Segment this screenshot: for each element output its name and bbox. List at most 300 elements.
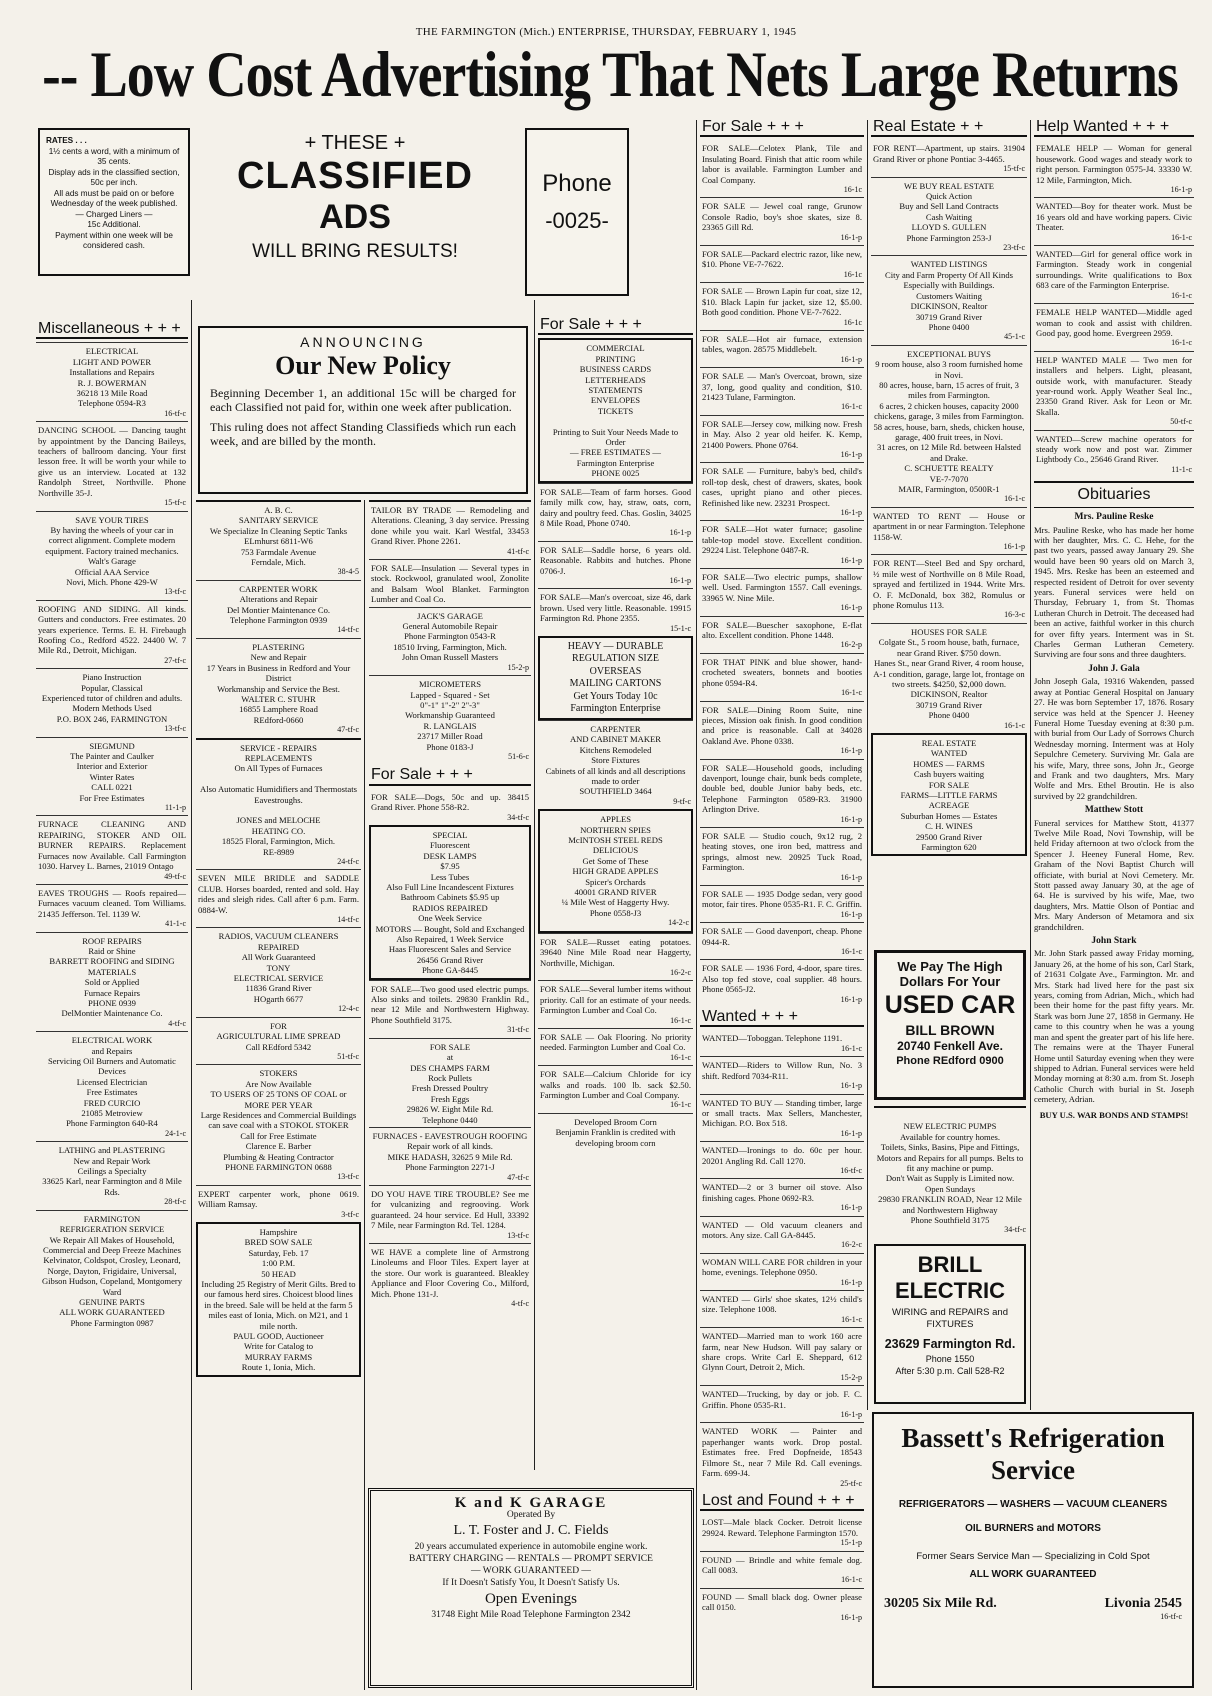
ad-tag: 13-tf-c bbox=[164, 724, 186, 734]
classified-ad bbox=[700, 140, 864, 197]
classified-ad bbox=[196, 638, 361, 738]
ad-tag: 47-tf-c bbox=[507, 1172, 529, 1182]
classified-ad bbox=[538, 933, 693, 981]
ad-text: WANTED—Girl for general office work in Farmington. Steady work in congenial surroundings. Write qualifications to Box 683 care of the Farmington Enterprise. bbox=[1036, 249, 1192, 291]
ad-tag: 16-1-c bbox=[1171, 232, 1192, 242]
classified-ad bbox=[36, 1031, 188, 1141]
ad-tag: 15-2-p bbox=[840, 1372, 862, 1382]
rates-line: All ads must be paid on or before Wednesday of the week published. bbox=[50, 188, 178, 208]
column-4 bbox=[538, 318, 693, 1478]
classified-ad bbox=[369, 559, 531, 607]
ad-tag: 16-1-p bbox=[840, 814, 862, 824]
classified-ad bbox=[700, 415, 864, 463]
phone-label: Phone bbox=[542, 170, 612, 197]
ad-text: FOR SALE at DES CHAMPS FARM Rock Pullets Fresh Dressed Poultry Fresh Eggs 29826 W. Eight Mile Rd. Telephone 0440 bbox=[406, 1041, 494, 1125]
classified-ad bbox=[1034, 140, 1194, 197]
used-car-address: 20740 Fenkell Ave. bbox=[897, 1039, 1003, 1053]
classified-ad bbox=[700, 827, 864, 885]
brill-phone: Phone 1550 bbox=[925, 1354, 975, 1364]
ad-text: PLASTERING New and Repair 17 Years in Business in Redford and Your District Workmanship and Service the Best. WALTER C. STUHR 16855 Lamphere Road REdford-0660 bbox=[206, 641, 351, 725]
classified-ad bbox=[700, 1551, 864, 1588]
misc-header: Miscellaneous + + + bbox=[36, 322, 188, 339]
ad-tag: 16-1-c bbox=[1004, 720, 1025, 730]
classified-ad bbox=[700, 1422, 864, 1490]
ad-tag: 16-1-p bbox=[840, 354, 862, 364]
ad-text: JACK'S GARAGE General Automobile Repair Phone Farmington 0543-R 18510 Irving, Farmington, Mich. John Oman Russell Masters bbox=[393, 610, 507, 663]
ad-tag: 16-1c bbox=[843, 269, 862, 279]
brill-after: After 5:30 p.m. Call 528-R2 bbox=[895, 1366, 1005, 1376]
ad-tag: 15-1-c bbox=[670, 623, 691, 633]
classified-ad bbox=[538, 1113, 693, 1150]
classified-ad bbox=[1034, 351, 1194, 430]
ad-tag: 51-6-c bbox=[508, 751, 529, 761]
classified-ad bbox=[36, 932, 188, 1032]
ad-text: FOR SALE—Two electric pumps, shallow well. Used. Farmington 1557. Call evenings. 33965 W. Nine Mile. bbox=[702, 572, 862, 603]
ad-text: FOR SALE — Jewel coal range, Grunow Console Radio, boy's shoe skates, size 8. 23365 Gill Rd. bbox=[702, 201, 862, 233]
ad-text: FOR SALE — Man's Overcoat, brown, size 37, long, good quality and condition, $10. 21423 Tulane, Farmington. bbox=[702, 371, 862, 402]
ad-text: COMMERCIAL PRINTING BUSINESS CARDS LETTERHEADS STATEMENTS ENVELOPES TICKETS Printing to Suit Your Needs Made to Order — FREE ESTIMATES — Farmington Enterprise PHONE 0025 bbox=[552, 343, 679, 479]
classified-ad bbox=[36, 421, 188, 510]
wanted-header: Wanted + + + bbox=[700, 1010, 864, 1027]
ad-tag: 27-tf-c bbox=[164, 655, 186, 665]
bassett-line: OIL BURNERS and MOTORS bbox=[965, 1523, 1101, 1534]
used-car-big: USED CAR bbox=[884, 991, 1016, 1019]
ad-tag: 16-tf-c bbox=[164, 408, 186, 418]
brill-address: 23629 Farmington Rd. bbox=[884, 1337, 1016, 1351]
ad-text: CARPENTER AND CABINET MAKER Kitchens Remodeled Store Fixtures Cabinets of all kinds and all descriptions made to order SOUTHFIELD 3464 bbox=[545, 723, 686, 797]
classified-ad bbox=[700, 701, 864, 759]
war-bonds-notice: BUY U.S. WAR BONDS AND STAMPS! bbox=[1039, 1109, 1189, 1120]
used-car-top: We Pay The High Dollars For Your bbox=[897, 959, 1003, 989]
ad-text: FOR RENT—Apartment, up stairs. 31904 Grand River or phone Pontiac 3-4465. bbox=[873, 143, 1025, 164]
classified-ad bbox=[700, 1030, 864, 1056]
ad-text: FOR SALE—Buescher saxophone, E-flat alto. Excellent condition. Phone 1448. bbox=[702, 619, 862, 641]
classified-ad bbox=[196, 927, 361, 1016]
garage-address: 31748 Eight Mile Road Telephone Farmington 2342 bbox=[431, 1610, 631, 1620]
classified-ad bbox=[538, 720, 693, 809]
phone-box bbox=[525, 128, 629, 296]
classified-ad bbox=[538, 483, 693, 541]
classified-ads: ADS bbox=[319, 198, 391, 236]
classified-ad bbox=[871, 507, 1027, 555]
ad-text: FOR SALE—Jersey cow, milking now. Fresh in May. Also 2 year old heifer. K. Kemp, 21400 Powers. Phone 0764. bbox=[702, 418, 862, 450]
classified-ad bbox=[538, 809, 693, 932]
ad-tag: 16-1-c bbox=[670, 1052, 691, 1062]
bassett-line: ALL WORK GUARANTEED bbox=[969, 1569, 1097, 1580]
ad-tag: 16-1-c bbox=[1171, 290, 1192, 300]
obituary-heading: John J. Gala bbox=[1088, 663, 1140, 674]
policy-text: This ruling does not affect Standing Classifieds which run each week, and are billed by the month. bbox=[210, 420, 516, 448]
ad-text: WANTED—Ironings to do. 60c per hour. 20201 Angling Rd. Call 1270. bbox=[702, 1145, 862, 1166]
page-banner: -- Low Cost Advertising That Nets Large Returns bbox=[42, 39, 1178, 112]
ad-tag: 16-1-p bbox=[840, 1612, 862, 1622]
ad-tag: 16-1-p bbox=[840, 603, 862, 613]
ad-text: SIEGMUND The Painter and Caulker Interior and Exterior Winter Rates CALL 0221 For Free Estimates bbox=[70, 740, 154, 803]
ad-tag: 4-tf-c bbox=[168, 1018, 186, 1028]
classified-ad bbox=[700, 1588, 864, 1625]
classified-ad bbox=[36, 511, 188, 600]
ad-tag: 41-1-c bbox=[165, 919, 186, 929]
ad-text: ROOFING AND SIDING. All kinds. Gutters and conductors. Free estimates. 20 years experience. Terms. E. H. Firebaugh Roofing Co., Redford 4522. 24400 W. 7 Mile Rd., Detroit, Michigan. bbox=[38, 603, 186, 656]
ad-text: LOST—Male black Cocker. Detroit license 29924. Reward. Telephone Farmington 1570. bbox=[702, 1517, 862, 1538]
obituary-heading: Mrs. Pauline Reske bbox=[1074, 512, 1154, 523]
classified-ad bbox=[196, 500, 361, 580]
ad-text: SPECIAL Fluorescent DESK LAMPS $7.95 Less Tubes Also Full Line Incandescent Fixtures Bathroom Cabinets $5.95 up RADIOS REPAIRED One Week Service MOTORS — Bought, Sold and Exchanged Also Repaired, 1 Week Service Haas Fluorescent Sales and Service 26456 Grand River Phone GA-8445 bbox=[375, 829, 525, 976]
classified-ad bbox=[369, 825, 531, 980]
ad-text: Developed Broom Corn Benjamin Franklin is credited with developing broom corn bbox=[555, 1116, 676, 1148]
ad-tag: 16-2-c bbox=[670, 967, 691, 977]
ad-text: FOR SALE—Man's overcoat, size 46, dark brown. Used very little. Reasonable. 19915 Farmington Rd. Phone 2355. bbox=[540, 592, 691, 624]
column-rule bbox=[364, 500, 365, 1690]
classified-ad bbox=[871, 177, 1027, 256]
rates-line: Payment within one week will be considered cash. bbox=[55, 230, 173, 250]
classified-ad bbox=[538, 588, 693, 636]
ad-text: WANTED—Married man to work 160 acre farm, near New Hudson. Will pay salary or share crops. Write Carl E. Sheppard, 612 Glynn Court, Detroit 2, Mich. bbox=[702, 1331, 862, 1373]
garage-names: L. T. Foster and J. C. Fields bbox=[453, 1523, 609, 1538]
ad-tag: 16-1-c bbox=[841, 1314, 862, 1324]
ad-tag: 47-tf-c bbox=[337, 725, 359, 735]
classified-ad bbox=[369, 1243, 531, 1311]
lost-found-header: Lost and Found + + + bbox=[700, 1494, 864, 1511]
misc-column bbox=[36, 322, 188, 1690]
classified-ad bbox=[700, 1178, 864, 1215]
classified-ad bbox=[196, 580, 361, 638]
classified-ad bbox=[871, 733, 1027, 856]
obituary-text: John Joseph Gala, 19316 Wakenden, passed away at Pontiac General Hospital on January 27. He was born September 17, 1876. Rosary service was held at the Spencer J. Heeney Funeral Home Tuesday evening at 8:30 p.m. with burial from Our Lady of Sorrows Church Wednesday morning. Interment was at Holy Sepulchre Cemetery. Surviving Mr. Gala are his wife, Mary, three sons, John Jr., George and Frank and two daughters, Mrs. Mary Wolfe and Mrs. Ethel Broutin. He is also survived by 22 grandchildren. bbox=[1034, 676, 1194, 801]
ad-tag: 34-tf-c bbox=[507, 812, 529, 822]
ad-tag: 34-tf-c bbox=[1004, 1225, 1026, 1235]
ad-tag: 25-tf-c bbox=[840, 1478, 862, 1488]
forsale-header: For Sale + + + bbox=[700, 120, 864, 137]
classified-ad bbox=[700, 282, 864, 330]
ad-tag: 16-1-p bbox=[840, 1081, 862, 1091]
ad-tag: 16-1-c bbox=[841, 947, 862, 957]
ad-text: FOUND — Brindle and white female dog. Call 0083. bbox=[702, 1554, 862, 1575]
ad-text: FOR SALE—Team of farm horses. Good family milk cow, hay, straw, oats, corn, dairy and poultry feed. Chas. Goslin, 34025 8 Mile Road, Phone 0740. bbox=[540, 486, 691, 528]
ad-tag: 16-1-c bbox=[670, 1100, 691, 1110]
ad-tag: 3-tf-c bbox=[341, 1209, 359, 1219]
classified-title: CLASSIFIED bbox=[237, 155, 473, 197]
ad-tag: 23-tf-c bbox=[1003, 243, 1025, 253]
ad-text: REAL ESTATE WANTED HOMES — FARMS Cash buyers waiting FOR SALE FARMS—LITTLE FARMS ACREAGE Suburban Homes — Estates C. H. WINES 29500 Grand River Farmington 620 bbox=[900, 737, 998, 852]
ad-tag: 9-tf-c bbox=[673, 796, 691, 806]
garage-experience: 20 years accumulated experience in automobile engine work. bbox=[414, 1542, 648, 1552]
bassett-refrigeration-ad bbox=[872, 1412, 1194, 1688]
ad-text: STOKERS Are Now Available TO USERS OF 25 TONS OF COAL or MORE PER YEAR Large Residences and Commercial Buildings can save coal with a STOKOL STOKER Call for Free Estimate Clarence E. Barber Plumbing & Heating Contractor PHONE FARMINGTON 0688 bbox=[200, 1068, 357, 1172]
classified-ad bbox=[196, 1185, 361, 1222]
ad-text: WANTED—Toboggan. Telephone 1191. bbox=[702, 1033, 843, 1044]
obituary-heading: John Stark bbox=[1091, 936, 1137, 947]
ad-text: APPLES NORTHERN SPIES McINTOSH STEEL REDS DELICIOUS Get Some of These HIGH GRADE APPLES Spicer's Orchards 40001 GRAND RIVER ¼ Mile West of Haggerty Hwy. Phone 0558-J3 bbox=[561, 814, 670, 918]
ad-text: LATHING and PLASTERING New and Repair Work Ceilings a Specialty 33625 Karl, near Farmington and 8 Mile Rds. bbox=[42, 1145, 182, 1197]
ad-text: CARPENTER WORK Alterations and Repair Del Montier Maintenance Co. Telephone Farmington 0939 bbox=[226, 583, 331, 626]
classified-ad bbox=[700, 568, 864, 616]
ad-tag: 15-tf-c bbox=[1003, 164, 1025, 174]
used-car-ad bbox=[874, 950, 1026, 1100]
policy-box bbox=[198, 326, 528, 494]
ad-text: EXPERT carpenter work, phone 0619. William Ramsay. bbox=[198, 1188, 359, 1210]
classified-ads-box bbox=[198, 128, 512, 298]
ad-text: FOR SALE — 1935 Dodge sedan, very good motor, fair tires. Phone 0535-R1. F. C. Griffin. bbox=[702, 889, 862, 910]
help-wanted-header: Help Wanted + + + bbox=[1034, 120, 1194, 137]
classified-ad bbox=[36, 884, 188, 932]
obituary-heading: Matthew Stott bbox=[1084, 805, 1144, 816]
ad-tag: 41-tf-c bbox=[507, 546, 529, 556]
ad-tag: 16-1-c bbox=[670, 1015, 691, 1025]
ad-tag: 16-1-p bbox=[669, 575, 691, 585]
garage-open: Open Evenings bbox=[484, 1591, 578, 1607]
bassett-line: Former Sears Service Man — Specializing in Cold Spot bbox=[916, 1551, 1150, 1562]
ad-text: ELECTRICAL WORK and Repairs Servicing Oil Burners and Automatic Devices Licensed Electrician Free Estimates FRED CURCIO 21085 Metroview Phone Farmington 640-R4 bbox=[48, 1035, 176, 1129]
ad-text: WANTED—Trucking, by day or job. F. C. Griffin. Phone 0535-R1. bbox=[702, 1389, 862, 1410]
ad-tag: 28-tf-c bbox=[164, 1197, 186, 1207]
classified-ad bbox=[1034, 303, 1194, 351]
ad-tag: 4-tf-c bbox=[511, 1299, 529, 1309]
ad-text: WOMAN WILL CARE FOR children in your home, evenings. Telephone 0950. bbox=[702, 1256, 862, 1278]
column-rule bbox=[1030, 120, 1031, 1410]
classified-these: + THESE + bbox=[304, 132, 406, 154]
ad-tag: 16-1-p bbox=[840, 746, 862, 756]
ad-tag: 16-1-c bbox=[841, 688, 862, 698]
electric-pumps-ad bbox=[874, 1106, 1026, 1236]
classified-ad bbox=[871, 554, 1027, 622]
ad-tag: 11-1-p bbox=[164, 803, 186, 813]
brill-electric-ad bbox=[874, 1244, 1026, 1404]
policy-text: Beginning December 1, an additional 15c will be charged for each Classified not paid for, within one week after publication. bbox=[210, 386, 516, 414]
column-5 bbox=[700, 120, 864, 1690]
classified-ad bbox=[538, 338, 693, 482]
forsale-header: For Sale + + + bbox=[369, 768, 531, 785]
classified-ad bbox=[36, 1210, 188, 1330]
obituary-text: Mr. John Stark passed away Friday morning, January 26, at the home of his son, Carl Stark, of 21631 Colgate Ave., Farmington. Mr. and Mrs. Stark had lived here for the past six years, coming from Adrian, Mich., which had been their home for the past fifty years. Mr. Stark was born June 27, 1858 in Germany. He came to this country when he was a young man and spent the greater part of his life here. The remains were at the Thayer Funeral Home until Saturday evening when they were shipped to Adrian. Funeral services were held Monday morning at 8:30 a.m. from St. Joseph Catholic Church with burial in St. Joseph cemetery, Adrian. bbox=[1034, 948, 1194, 1105]
ad-tag: 16-1-c bbox=[1004, 494, 1025, 504]
ad-tag: 14-2-c bbox=[668, 918, 689, 928]
ad-tag: 45-1-c bbox=[1004, 332, 1025, 342]
ad-text: FOR SALE—Two good used electric pumps. Also sinks and toilets. 29830 Franklin Rd., near 12 Mile and Northwestern Highway. Phone Southfield 3175. bbox=[371, 983, 529, 1025]
ad-text: WANTED — Girls' shoe skates, 12½ child's size. Telephone 1008. bbox=[702, 1294, 862, 1315]
classified-ad bbox=[871, 345, 1027, 507]
classified-ad bbox=[538, 980, 693, 1028]
classified-ad bbox=[1034, 430, 1194, 478]
classified-ad bbox=[700, 759, 864, 827]
ad-tag: 16-1-p bbox=[840, 1128, 862, 1138]
ad-tag: 16-1-c bbox=[841, 1575, 862, 1585]
classified-ad bbox=[700, 1290, 864, 1327]
obituary-text: Funeral services for Matthew Stott, 41377 Twelve Mile Road, Novi Township, will be held Friday afternoon at two o'clock from the Spencer J. Heeney Funeral Home, Rev. Graham of the Novi Baptist Church will officiate, with burial at Novi Cemetery. Mr. Stott passed away January 30, at the age of 64. He is survived by his wife, Mae, two daughters, Mrs. Mattie Olson of Pontiac and Mrs. Mary Anderson of Metamora and six grandchildren. bbox=[1034, 817, 1194, 932]
ad-tag: 50-tf-c bbox=[1170, 417, 1192, 427]
ad-text: FOR SALE—Hot water furnace; gasoline table-top model stove. Excellent condition. 29224 List. Telephone 0487-R. bbox=[702, 524, 862, 556]
ad-text: FOR SALE—Celotex Plank, Tile and Insulating Board. Finish that attic room while labor is available. Farmington Lumber and Coal Company. bbox=[702, 143, 862, 185]
ad-tag: 15-1-p bbox=[840, 1538, 862, 1548]
ad-tag: 16-1-c bbox=[841, 402, 862, 412]
ad-tag: 16-1-c bbox=[1171, 338, 1192, 348]
ad-text: EXCEPTIONAL BUYS 9 room house, also 3 room furnished home in Novi. 80 acres, house, barn, 15 acres of fruit, 3 miles from Farmington. 6 acres, 2 chicken houses, capacity 2000 chickens, garage, 3 miles from Farmington. 58 acres, house, barn, sheds, chicken house, garage, 400 fruit trees, in Novi. 31 acres, on 12 Mile Rd. between Halsted and Drake. C. SCHUETTE REALTY VE-7-7070 MAIR, Farmington, 0500R-1 bbox=[873, 348, 1025, 494]
classified-ad bbox=[538, 1065, 693, 1113]
ad-text: SEVEN MILE BRIDLE and SADDLE CLUB. Horses boarded, rented and sold. Hay rides and sleigh rides. Call after 6 p.m. Farm. 0884-W. bbox=[198, 873, 359, 915]
ad-text: DO YOU HAVE TIRE TROUBLE? See me for vulcanizing and regrooving. Work guaranteed. 24 hour service. Ed Hull, 33392 7 Mile, near Farmington Rd. Tel. 1284. bbox=[371, 1188, 529, 1231]
garage-operated: Operated By bbox=[506, 1510, 556, 1520]
ad-tag: 38-4-5 bbox=[337, 567, 359, 577]
classified-ad bbox=[36, 1141, 188, 1209]
forsale-header: For Sale + + + bbox=[538, 318, 693, 335]
used-car-phone: Phone REdford 0900 bbox=[896, 1055, 1004, 1067]
ad-tag: 16-1-p bbox=[840, 449, 862, 459]
bassett-line: REFRIGERATORS — WASHERS — VACUUM CLEANERS bbox=[898, 1499, 1168, 1510]
policy-title: Our New Policy bbox=[275, 351, 451, 380]
ad-tag: 11-1-c bbox=[1171, 464, 1192, 474]
ad-text: WANTED—Screw machine operators for steady work now and post war. Zimmer Lightbody Co., 25646 Grand River. bbox=[1036, 433, 1192, 465]
ad-text: ROOF REPAIRS Raid or Shine BARRETT ROOFING and SIDING MATERIALS Sold or Applied Furnace Repairs PHONE 0939 DelMontier Maintenance Co. bbox=[49, 935, 175, 1019]
ad-tag: 14-tf-c bbox=[337, 625, 359, 635]
ad-text: NEW ELECTRIC PUMPS Available for country homes. Toilets, Sinks, Basins, Pipe and Fittings, Motors and Repairs for all pumps. Belts to fit any machine or pump. Don't Wait as Supply is Limited now. Open Sundays 29830 FRANKLIN ROAD, Near 12 Mile and Northwestern Highway Phone Southfield 3175 bbox=[876, 1121, 1024, 1226]
used-car-name: BILL BROWN bbox=[905, 1022, 995, 1038]
ad-tag: 16-1-p bbox=[669, 528, 691, 538]
ad-tag: 16-1-p bbox=[1003, 542, 1025, 552]
ad-tag: 13-tf-c bbox=[164, 587, 186, 597]
classified-ad bbox=[36, 668, 188, 736]
ad-tag: 49-tf-c bbox=[164, 871, 186, 881]
ad-text: FOR SALE—Calcium Chloride for icy walks and roads. 100 lb. sack $2.50. Farmington Lumber and Coal Company. bbox=[540, 1069, 691, 1100]
classified-ad bbox=[369, 607, 531, 675]
ad-text: WE HAVE a complete line of Armstrong Linoleums and Floor Tiles. Expert layer at the store. Our work is guaranteed. Bleakley Appliance and Floor Covering Co., Milford, Mich. Phone 131-J. bbox=[371, 1247, 529, 1299]
obituaries-header: Obituaries bbox=[1034, 481, 1194, 508]
ad-text: FOR SALE — Furniture, baby's bed, child's roll-top desk, chest of drawers, skates, book cases, upright piano and other pieces. Refinished like new. 23231 Prospect. bbox=[702, 466, 862, 508]
classified-ad bbox=[700, 1141, 864, 1178]
phone-number: -0025- bbox=[545, 208, 609, 233]
ad-text: FOR SALE—Several lumber items without priority. Call for an estimate of your needs. Farmington Lumber and Coal Co. bbox=[540, 984, 691, 1016]
classified-ad bbox=[196, 738, 361, 870]
ad-text: FOR SALE—Russet eating potatoes. 39640 Nine Mile Road near Haggerty, Northville, Michigan. bbox=[540, 936, 691, 968]
ad-text: ELECTRICAL LIGHT AND POWER Installations and Repairs R. J. BOWERMAN 36218 13 Mile Road Telephone 0594-R3 bbox=[69, 346, 155, 409]
ad-text: MICROMETERS Lapped - Squared - Set 0"-1" 1"-2" 2"-3" Workmanship Guaranteed R. LANGLAIS 23717 Miller Road Phone 0183-J bbox=[405, 679, 495, 752]
ad-tag: 16-1-p bbox=[840, 909, 862, 919]
column-rule bbox=[696, 120, 697, 1690]
ad-text: RADIOS, VACUUM CLEANERS REPAIRED All Work Guaranteed TONY ELECTRICAL SERVICE 11836 Grand River HOgarth 6677 bbox=[218, 931, 339, 1004]
classified-ad bbox=[700, 462, 864, 520]
classified-ad bbox=[36, 342, 188, 421]
classified-ad bbox=[1034, 197, 1194, 245]
classified-ad bbox=[700, 1514, 864, 1550]
bassett-phone: Livonia 2545 bbox=[1104, 1596, 1182, 1611]
classified-ad bbox=[700, 197, 864, 245]
ad-text: FOR SALE—Insulation — Several types in stock. Rockwool, granulated wool, Zonolite and Balsam Wool Blanket. Farmington Lumber and Coal Co. bbox=[371, 563, 529, 605]
classified-ad bbox=[369, 675, 531, 764]
classified-ad bbox=[700, 959, 864, 1007]
classified-ad bbox=[36, 737, 188, 816]
classified-ad bbox=[871, 623, 1027, 733]
classified-ad bbox=[700, 245, 864, 282]
bassett-address: 30205 Six Mile Rd. bbox=[884, 1596, 997, 1611]
brill-electric: ELECTRIC bbox=[895, 1278, 1005, 1303]
classified-ad bbox=[700, 885, 864, 922]
ad-tag: 13-tf-c bbox=[507, 1230, 529, 1240]
classified-ad bbox=[700, 1094, 864, 1142]
k-and-k-garage-ad bbox=[368, 1488, 694, 1688]
ad-text: WANTED TO RENT — House or apartment in or near Farmington. Telephone 1158-W. bbox=[873, 510, 1025, 542]
page-folio: THE FARMINGTON (Mich.) ENTERPRISE, THURSDAY, FEBRUARY 1, 1945 bbox=[415, 26, 797, 38]
ad-tag: 13-tf-c bbox=[337, 1172, 359, 1182]
ad-text: EAVES TROUGHS — Roofs repaired—Furnaces vacuum cleaned. Tom Williams. 21435 Jefferson. Tel. 1139 W. bbox=[38, 887, 186, 919]
classified-ad bbox=[369, 789, 531, 825]
ad-tag: 14-tf-c bbox=[337, 915, 359, 925]
ad-text: FOR SALE—Packard electric razor, like new, $10. Phone VE-7-7622. bbox=[702, 249, 862, 270]
column-rule bbox=[191, 300, 192, 1690]
ad-text: WANTED—Boy for theater work. Must be 16 years old and have working papers. Civic Theater. bbox=[1036, 201, 1192, 233]
column-2 bbox=[196, 500, 361, 1690]
classified-ad bbox=[538, 636, 693, 720]
classified-ad bbox=[369, 1127, 531, 1185]
bassett-title: Bassett's Refrigeration Service bbox=[901, 1423, 1165, 1485]
ad-tag: 16-1-p bbox=[840, 872, 862, 882]
ad-text: FOR SALE — Brown Lapin fur coat, size 12, $10. Black Lapin fur jacket, size 12, $5.00. Both good condition. Phone VE-7-7622. bbox=[702, 286, 862, 318]
ad-text: SERVICE - REPAIRS REPLACEMENTS On All Types of Furnaces Also Automatic Humidifiers and Thermostats Eavestroughs. JONES and MELOCHE HEATING CO. 18525 Floral, Farmington, Mich. RE-8989 bbox=[200, 742, 357, 857]
ad-text: FOR SALE—Saddle horse, 6 years old. Reasonable. Rabbits and hutches. Phone 0706-J. bbox=[540, 544, 691, 576]
garage-guarantee: — WORK GUARANTEED — bbox=[471, 1566, 591, 1576]
ad-tag: 16-1-p bbox=[840, 994, 862, 1004]
ad-tag: 15-tf-c bbox=[164, 498, 186, 508]
classified-ad bbox=[369, 1038, 531, 1127]
classified-ad bbox=[700, 1253, 864, 1290]
ad-tag: 16-2-p bbox=[840, 640, 862, 650]
ad-tag: 16-2-c bbox=[841, 1240, 862, 1250]
ad-tag: 24-tf-c bbox=[337, 857, 359, 866]
rates-title: RATES . . . bbox=[46, 136, 87, 145]
classified-ad bbox=[196, 1222, 361, 1377]
ad-text: FOR SALE — 1936 Ford, 4-door, spare tires. Also top fed stove, coal supplier. 48 hours. Phone 0565-J2. bbox=[702, 963, 862, 995]
ad-text: WANTED — Old vacuum cleaners and motors. Any size. Call GA-8445. bbox=[702, 1219, 862, 1240]
rates-box bbox=[38, 128, 190, 276]
ad-text: FURNACE CLEANING AND REPAIRING, STOKER AND OIL BURNER REPAIRS. Replacement Furnaces now Available. Call Farmington 1030. Harvey L. Barnes, 21019 Ontago bbox=[38, 819, 186, 872]
ad-text: FOR SALE — Good davenport, cheap. Phone 0944-R. bbox=[702, 926, 862, 947]
brill-name: BRILL bbox=[917, 1252, 983, 1277]
classified-ad bbox=[369, 500, 531, 559]
ad-text: FOR RENT—Steel Bed and Spy orchard, ½ mile west of Northville on 8 Mile Road, sprayed and fertilized in 1944. Write Mrs. O. F. McDonald, box 382, Romulus or phone Romulus 113. bbox=[873, 558, 1025, 611]
ad-text: FOR THAT PINK and blue shower, hand-crocheted sweaters, bonnets and booties phone 0594-R4. bbox=[702, 656, 862, 688]
obituary-text: Mrs. Pauline Reske, who has made her home with her daughter, Mrs. C. C. Hehe, for the past two years, passed away January 29. She would have been 90 years old on March 3, 1945. Mrs. Reske has been an esteemed and respected resident of Detroit for over seventy years. Funeral services were held on Thursday, February 1, from St. Thomas Lutheran Church in Detroit. The deceased had been an active, faithful worker in this church for over fifty years. Interment was in St. Charles German Lutheran Cemetery. Surviving are four sons and three daughters. bbox=[1034, 524, 1194, 660]
ad-text: FOR SALE—Dining Room Suite, nine pieces, Mission oak finish. In good condition and price is reasonable. Call at 34028 Oakland Ave. Phone 0338. bbox=[702, 704, 862, 746]
classified-ad bbox=[871, 255, 1027, 344]
ad-text: FOR SALE — Studio couch, 9x12 rug, 2 heating stoves, one iron bed, mattress and springs, almost new. 20925 Tuck Road, Farmington. bbox=[702, 830, 862, 873]
classified-ad bbox=[700, 1056, 864, 1093]
ad-tag: 16-1-p bbox=[840, 1277, 862, 1287]
classified-ad bbox=[538, 1028, 693, 1065]
ad-text: TAILOR BY TRADE — Remodeling and Alterations. Cleaning, 3 day service. Pressing done while you wait. Karl Westfal, 33453 Grand River. Phone 2261. bbox=[371, 505, 529, 547]
ad-text: Hampshire BRED SOW SALE Saturday, Feb. 17 1:00 P.M. 50 HEAD Including 25 Registry of Merit Gilts. Bred to our famous herd sires. Choicest blood lines in the breed. Sale will be held at the farm 5 miles east of Ionia, Mich. on M21, and 1 mile north. PAUL GOOD, Auctioneer Write for Catalog to MURRAY FARMS Route 1, Ionia, Mich. bbox=[201, 1227, 356, 1373]
ad-tag: 15-2-p bbox=[507, 662, 529, 672]
classified-ad bbox=[36, 600, 188, 668]
ad-tag: 16-1-p bbox=[1170, 185, 1192, 195]
garage-satisfy: If It Doesn't Satisfy You, It Doesn't Satisfy Us. bbox=[442, 1578, 620, 1588]
ad-text: FOR AGRICULTURAL LIME SPREAD Call REdford 5342 bbox=[216, 1020, 341, 1052]
rates-line: Display ads in the classified section, 50c per inch. bbox=[48, 167, 180, 187]
classified-ad bbox=[700, 367, 864, 415]
rates-line: 15c Additional. bbox=[87, 220, 141, 229]
ad-text: WE BUY REAL ESTATE Quick Action Buy and Sell Land Contracts Cash Waiting LLOYD S. GULLEN Phone Farmington 253-J bbox=[899, 180, 999, 243]
ad-tag: 16-tf-c bbox=[840, 1165, 862, 1175]
classified-ad bbox=[700, 1327, 864, 1385]
classified-ad bbox=[196, 869, 361, 927]
classified-ad bbox=[700, 922, 864, 959]
classified-ad bbox=[700, 330, 864, 367]
classified-ad bbox=[1034, 245, 1194, 303]
classified-ad bbox=[700, 616, 864, 653]
ad-tag: 16-1c bbox=[843, 317, 862, 327]
classified-ad bbox=[538, 541, 693, 589]
ad-tag: 16-1-p bbox=[840, 232, 862, 242]
column-rule bbox=[867, 120, 868, 1410]
ad-text: WANTED WORK — Painter and paperhanger wants work. Drop postal. Estimates free. Fred Dopfneide, 18543 Filmore St., near 7 Mile Rd. Call evenings. Farm. 699-J4. bbox=[702, 1426, 862, 1479]
ad-text: DANCING SCHOOL — Dancing taught by appointment by the Dancing Baileys, teachers of ballroom dancing. Your first lesson free. It will be worth your while to give us an interview. Located at 132 Randolph Street, Northville. Phone Northville 35-J. bbox=[38, 425, 186, 498]
